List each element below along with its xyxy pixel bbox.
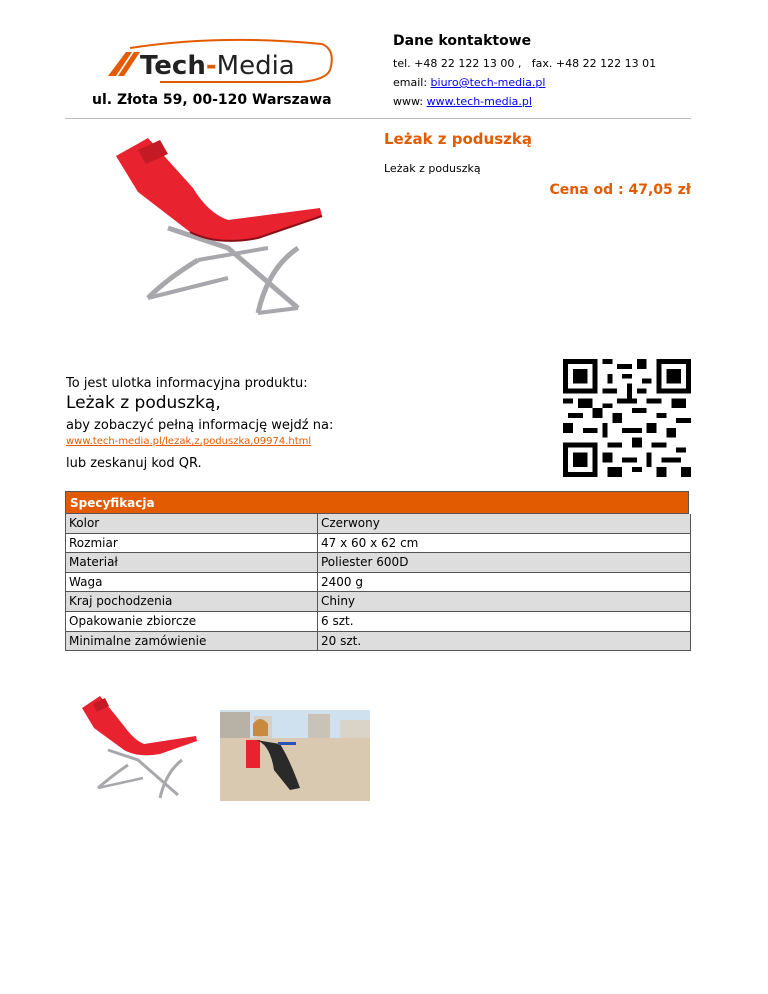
spec-row <box>65 592 691 612</box>
spec-key: Waga <box>66 573 318 592</box>
spec-row <box>65 534 691 554</box>
info-more: aby zobaczyć pełną informację wejdź na: <box>66 418 334 433</box>
product-url <box>66 436 311 447</box>
spec-key: Kraj pochodzenia <box>66 592 318 611</box>
product-title: Leżak z poduszką <box>384 130 532 148</box>
www-link[interactable]: www.tech-media.pl <box>426 95 532 108</box>
spec-key: Materiał <box>66 553 318 572</box>
spec-row <box>65 632 691 652</box>
spec-table <box>65 491 691 651</box>
spec-value: 2400 g <box>321 574 363 589</box>
spec-value: 6 szt. <box>321 613 354 628</box>
product-url-link[interactable]: www.tech-media.pl/lezak,z,poduszka,09974.html <box>66 436 312 447</box>
contact-title: Dane kontaktowe <box>393 33 532 49</box>
phone-line: tel. +48 22 122 13 00 , fax. +48 22 122 13 01 <box>393 57 657 70</box>
product-image <box>108 128 343 348</box>
logo-text-light: Media <box>216 51 295 81</box>
spec-row <box>65 573 691 593</box>
header-divider <box>65 118 691 119</box>
company-address: ul. Złota 59, 00-120 Warszawa <box>92 92 332 108</box>
spec-key: Opakowanie zbiorcze <box>66 612 318 631</box>
qr-code <box>562 359 692 477</box>
product-thumbnail-chair[interactable] <box>78 690 203 805</box>
info-intro: To jest ulotka informacyjna produktu: <box>66 376 308 391</box>
spec-key: Minimalne zamówienie <box>66 632 318 651</box>
spec-key: Kolor <box>66 514 318 533</box>
spec-value: 20 szt. <box>321 633 362 648</box>
email-link[interactable]: biuro@tech-media.pl <box>430 76 546 89</box>
spec-value: Chiny <box>321 594 356 609</box>
product-thumbnail-beach[interactable] <box>220 710 370 801</box>
spec-row <box>65 514 691 534</box>
product-subtitle: Leżak z poduszką <box>384 162 481 175</box>
tech-media-logo <box>100 38 340 88</box>
info-scan: lub zeskanuj kod QR. <box>66 456 202 471</box>
email-label: email: <box>393 76 431 89</box>
spec-title: Specyfikacja <box>65 491 689 514</box>
email-line <box>393 76 545 89</box>
svg-text:Tech-Media <box>140 51 295 81</box>
logo-text-dash: - <box>205 51 217 81</box>
info-product-name: Leżak z poduszką, <box>66 393 221 413</box>
product-price: Cena od : 47,05 zł <box>549 182 691 198</box>
spec-key: Rozmiar <box>66 534 318 553</box>
spec-value: Czerwony <box>321 516 380 530</box>
www-label: www: <box>393 95 427 108</box>
spec-value: Poliester 600D <box>321 555 409 570</box>
logo-text-bold: Tech <box>140 51 206 81</box>
spec-row <box>65 612 691 632</box>
www-line <box>393 95 532 108</box>
spec-value: 47 x 60 x 62 cm <box>321 535 419 550</box>
spec-row <box>65 553 691 573</box>
